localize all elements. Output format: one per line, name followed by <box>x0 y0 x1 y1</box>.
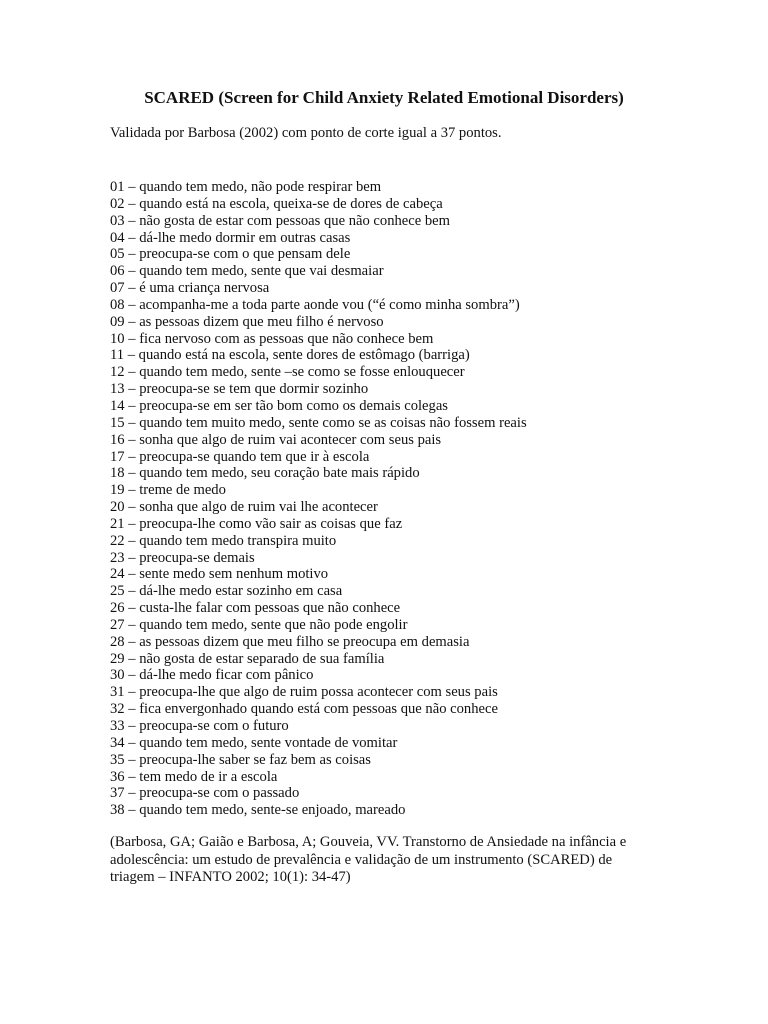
questionnaire-item: 02 – quando está na escola, queixa-se de dores de cabeça <box>110 195 443 212</box>
questionnaire-item: 27 – quando tem medo, sente que não pode engolir <box>110 616 408 633</box>
questionnaire-item: 14 – preocupa-se em ser tão bom como os demais colegas <box>110 397 448 414</box>
questionnaire-item: 35 – preocupa-lhe saber se faz bem as coisas <box>110 751 371 768</box>
questionnaire-item: 24 – sente medo sem nenhum motivo <box>110 566 329 583</box>
questionnaire-item: 05 – preocupa-se com o que pensam dele <box>110 246 351 263</box>
reference-citation: (Barbosa, GA; Gaião e Barbosa, A; Gouveia, VV. Transtorno de Ansiedade na infância e adolescência: um estudo de prevalência e validação de um instrumento (SCARED) de triagem – INFANTO 2002; 10(1): 34-47) <box>110 834 627 885</box>
questionnaire-item: 21 – preocupa-lhe como vão sair as coisas que faz <box>110 515 403 532</box>
questionnaire-item: 37 – preocupa-se com o passado <box>110 785 300 802</box>
questionnaire-items <box>110 179 527 819</box>
questionnaire-item: 06 – quando tem medo, sente que vai desmaiar <box>110 263 384 280</box>
questionnaire-item: 20 – sonha que algo de ruim vai lhe acontecer <box>110 499 378 516</box>
questionnaire-item: 11 – quando está na escola, sente dores de estômago (barriga) <box>110 347 470 364</box>
questionnaire-item: 30 – dá-lhe medo ficar com pânico <box>110 667 314 684</box>
questionnaire-item: 16 – sonha que algo de ruim vai acontecer com seus pais <box>110 431 442 448</box>
questionnaire-item: 15 – quando tem muito medo, sente como se as coisas não fossem reais <box>110 414 527 431</box>
questionnaire-item: 34 – quando tem medo, sente vontade de vomitar <box>110 734 398 751</box>
questionnaire-item: 01 – quando tem medo, não pode respirar bem <box>110 179 382 195</box>
questionnaire-item: 31 – preocupa-lhe que algo de ruim possa acontecer com seus pais <box>110 684 498 701</box>
questionnaire-item: 04 – dá-lhe medo dormir em outras casas <box>110 229 351 246</box>
document-title: SCARED (Screen for Child Anxiety Related Emotional Disorders) <box>144 88 624 107</box>
questionnaire-item: 29 – não gosta de estar separado de sua família <box>110 650 385 667</box>
questionnaire-item: 13 – preocupa-se se tem que dormir sozinho <box>110 381 369 398</box>
questionnaire-item: 26 – custa-lhe falar com pessoas que não conhece <box>110 600 401 617</box>
questionnaire-item: 23 – preocupa-se demais <box>110 549 255 566</box>
questionnaire-item: 38 – quando tem medo, sente-se enjoado, mareado <box>110 802 406 819</box>
questionnaire-item: 19 – treme de medo <box>110 482 226 499</box>
questionnaire-item: 17 – preocupa-se quando tem que ir à escola <box>110 448 370 465</box>
questionnaire-item: 36 – tem medo de ir a escola <box>110 768 278 785</box>
document-subtitle: Validada por Barbosa (2002) com ponto de corte igual a 37 pontos. <box>110 125 502 141</box>
questionnaire-item: 32 – fica envergonhado quando está com pessoas que não conhece <box>110 701 498 718</box>
questionnaire-item: 08 – acompanha-me a toda parte aonde vou (“é como minha sombra”) <box>110 296 520 313</box>
questionnaire-item: 25 – dá-lhe medo estar sozinho em casa <box>110 583 343 600</box>
questionnaire-item: 03 – não gosta de estar com pessoas que não conhece bem <box>110 212 451 229</box>
questionnaire-item: 33 – preocupa-se com o futuro <box>110 718 289 734</box>
questionnaire-item: 12 – quando tem medo, sente –se como se fosse enlouquecer <box>110 364 465 381</box>
questionnaire-item: 28 – as pessoas dizem que meu filho se preocupa em demasia <box>110 633 470 650</box>
questionnaire-item: 09 – as pessoas dizem que meu filho é nervoso <box>110 313 384 330</box>
questionnaire-item: 18 – quando tem medo, seu coração bate mais rápido <box>110 465 420 482</box>
questionnaire-item: 22 – quando tem medo transpira muito <box>110 532 337 549</box>
questionnaire-item: 10 – fica nervoso com as pessoas que não conhece bem <box>110 330 434 347</box>
questionnaire-item: 07 – é uma criança nervosa <box>110 280 270 297</box>
